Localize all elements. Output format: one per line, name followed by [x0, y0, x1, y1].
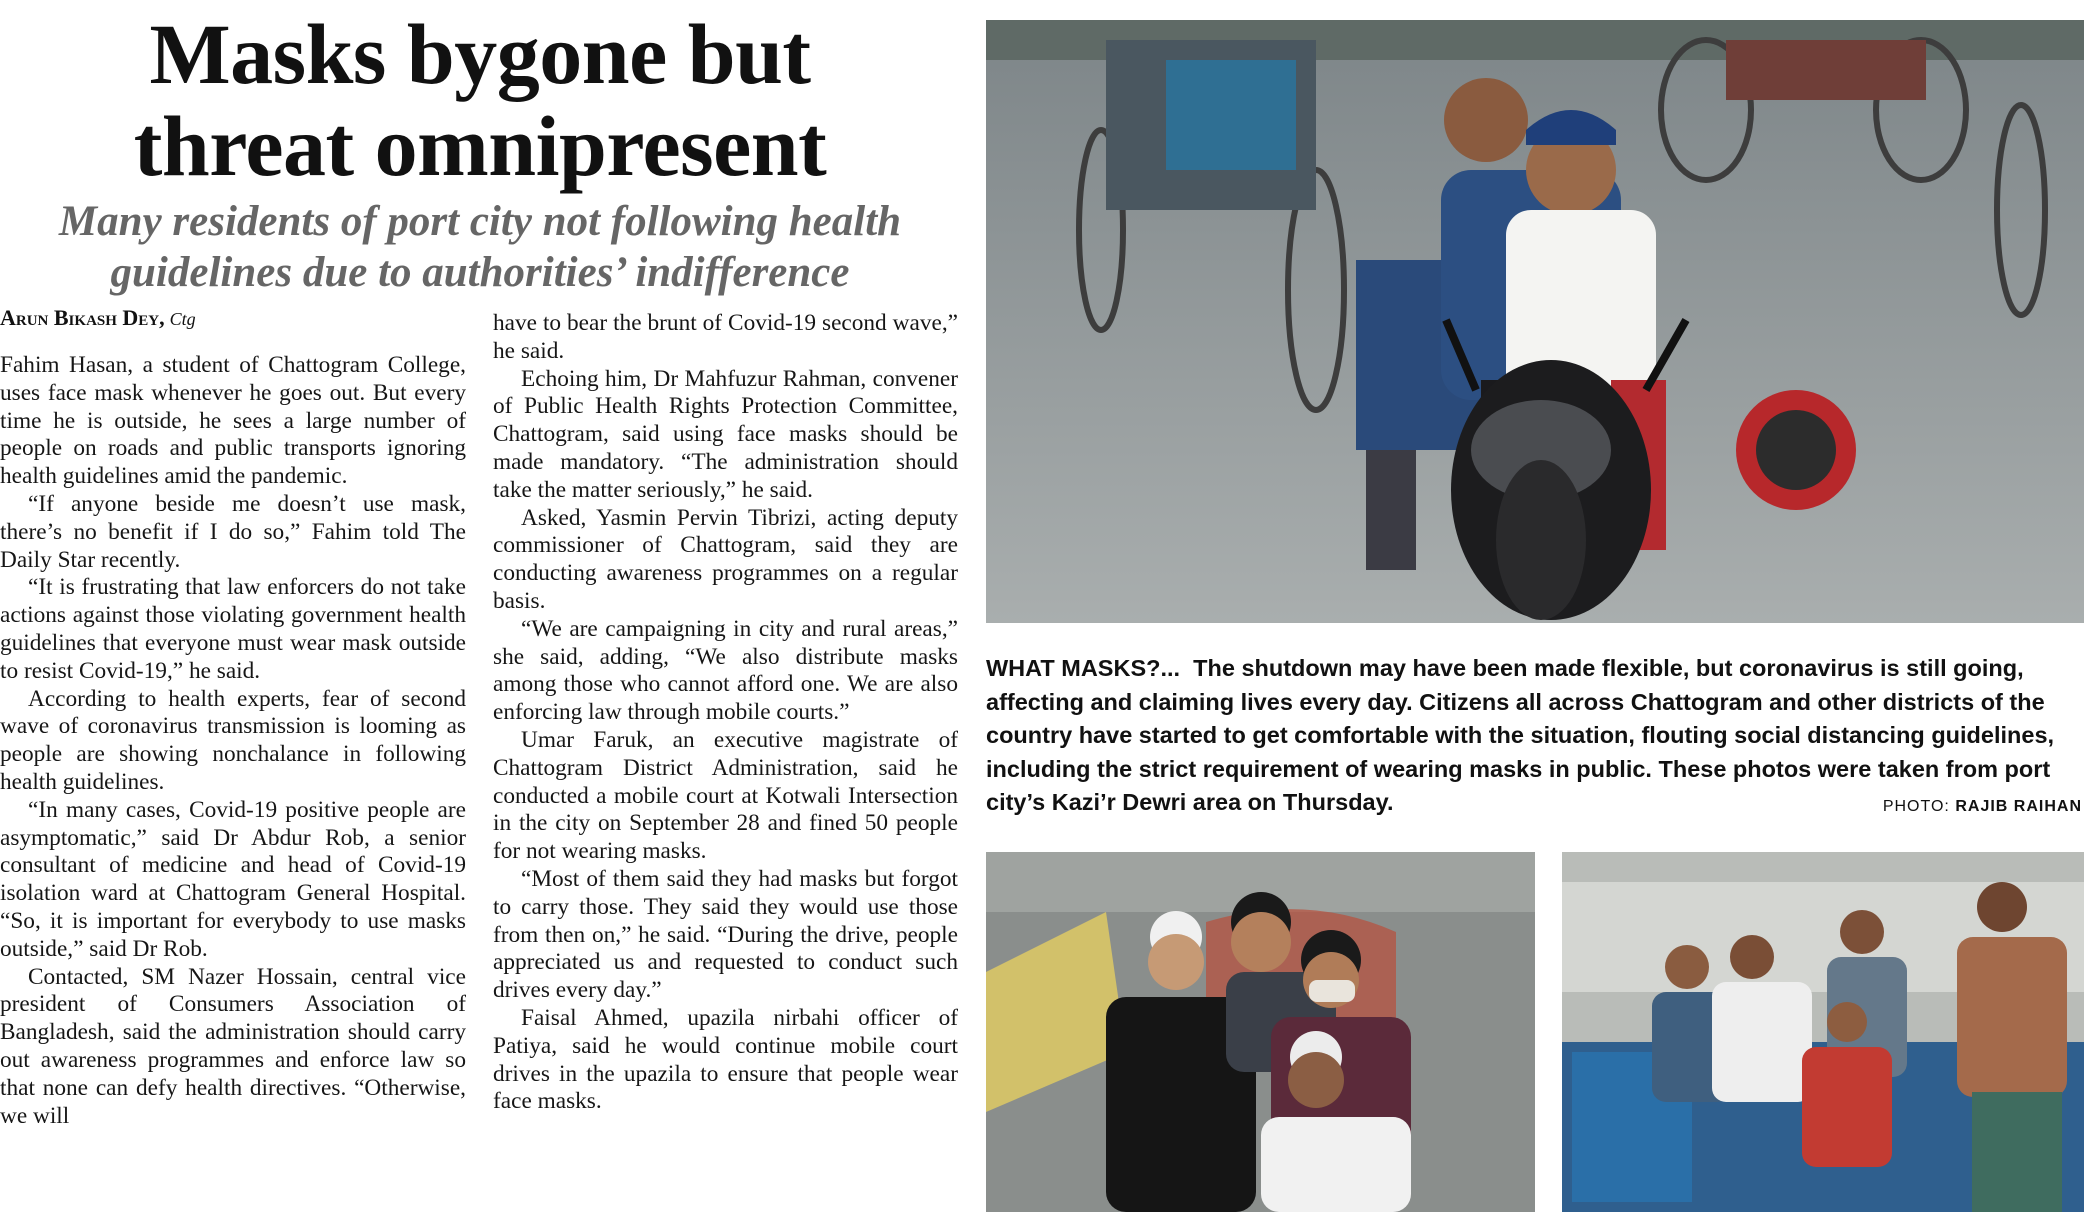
paragraph: Umar Faruk, an executive magistrate of Chattogram District Administration, said he conducted a mobile court at Kotwali Intersection in the city on September 28 and fined 50 people for not wearing masks. — [493, 726, 958, 865]
main-photo — [986, 20, 2084, 623]
paragraph: “If anyone beside me doesn’t use mask, there’s no benefit if I do so,” Fahim told The Daily Star recently. — [0, 490, 466, 573]
headline — [0, 8, 960, 192]
caption-kicker: WHAT MASKS?... — [986, 655, 1181, 681]
photo-caption — [986, 652, 2084, 820]
photo-credit — [1883, 798, 2082, 816]
paragraph: Fahim Hasan, a student of Chattogram College, uses face mask whenever he goes out. But every time he is outside, he sees a large number of people on roads and public transports ignoring health guidelines amid the pandemic. — [0, 352, 466, 490]
paragraph: have to bear the brunt of Covid-19 second wave,” he said. — [493, 310, 958, 364]
caption-text: The shutdown may have been made flexible, but coronavirus is still going, affecting and claiming lives every day. Citizens all across Chattogram and other districts of the country have started to get comfortable with the situation, flouting social distancing guidelines, including the strict requirement of wearing masks in public. These photos were taken from port city’s Kazi’r Dewri area on Thursday. — [986, 655, 2055, 815]
byline — [0, 305, 470, 332]
paragraph: “We are campaigning in city and rural areas,” she said, adding, “We also distribute masks among those who cannot afford one. We are also enforcing law through mobile courts.” — [493, 615, 958, 726]
paragraph: “In many cases, Covid-19 positive people are asymptomatic,” said Dr Abdur Rob, a senior consultant of medicine and head of Covid-19 isolation ward at Chattogram General Hospital. “So, it is important for everybody to use masks outside,” said Dr Rob. — [0, 796, 466, 962]
paragraph: Asked, Yasmin Pervin Tibrizi, acting deputy commissioner of Chattogram, said they are conducting awareness programmes on a regular basis. — [493, 504, 958, 614]
headline-line-2: threat omnipresent — [133, 98, 827, 194]
paragraph: Faisal Ahmed, upazila nirbahi officer of Patiya, said he would continue mobile court drives in the upazila to ensure that people wear face masks. — [493, 1004, 958, 1115]
byline-author: Arun Bikash Dey, — [0, 305, 165, 330]
paragraph: “Most of them said they had masks but forgot to carry those. They said they would use those from then on,” he said. “During the drive, people appreciated us and requested to conduct such drives every day.” — [493, 865, 958, 1004]
headline-line-1: Masks bygone but — [149, 6, 811, 102]
bottom-left-photo — [986, 852, 1535, 1212]
byline-location: Ctg — [169, 309, 196, 329]
credit-name: RAJIB RAIHAN — [1955, 798, 2082, 815]
paragraph: Contacted, SM Nazer Hossain, central vice president of Consumers Association of Bangladesh, said the administration should carry out awareness programmes and enforce law so that none can defy health directives. “Otherwise, we will — [0, 963, 466, 1129]
subheadline-line-2: guidelines due to authorities’ indifference — [110, 249, 850, 296]
article-column-2 — [493, 310, 958, 1218]
paragraph: Echoing him, Dr Mahfuzur Rahman, convener of Public Health Rights Protection Committee, Chattogram, said using face masks should be made mandatory. “The administration should take the matter seriously,” he said. — [493, 365, 958, 503]
subheadline — [0, 196, 960, 298]
subheadline-line-1: Many residents of port city not following health — [58, 198, 902, 245]
bottom-right-photo — [1562, 852, 2084, 1212]
article-column-1 — [0, 352, 466, 1218]
credit-label: PHOTO: — [1882, 798, 1950, 815]
paragraph: According to health experts, fear of second wave of coronavirus transmission is looming as people are showing nonchalance in following health guidelines. — [0, 685, 466, 795]
paragraph: “It is frustrating that law enforcers do not take actions against those violating government health guidelines that everyone must wear mask outside to resist Covid-19,” he said. — [0, 574, 466, 684]
